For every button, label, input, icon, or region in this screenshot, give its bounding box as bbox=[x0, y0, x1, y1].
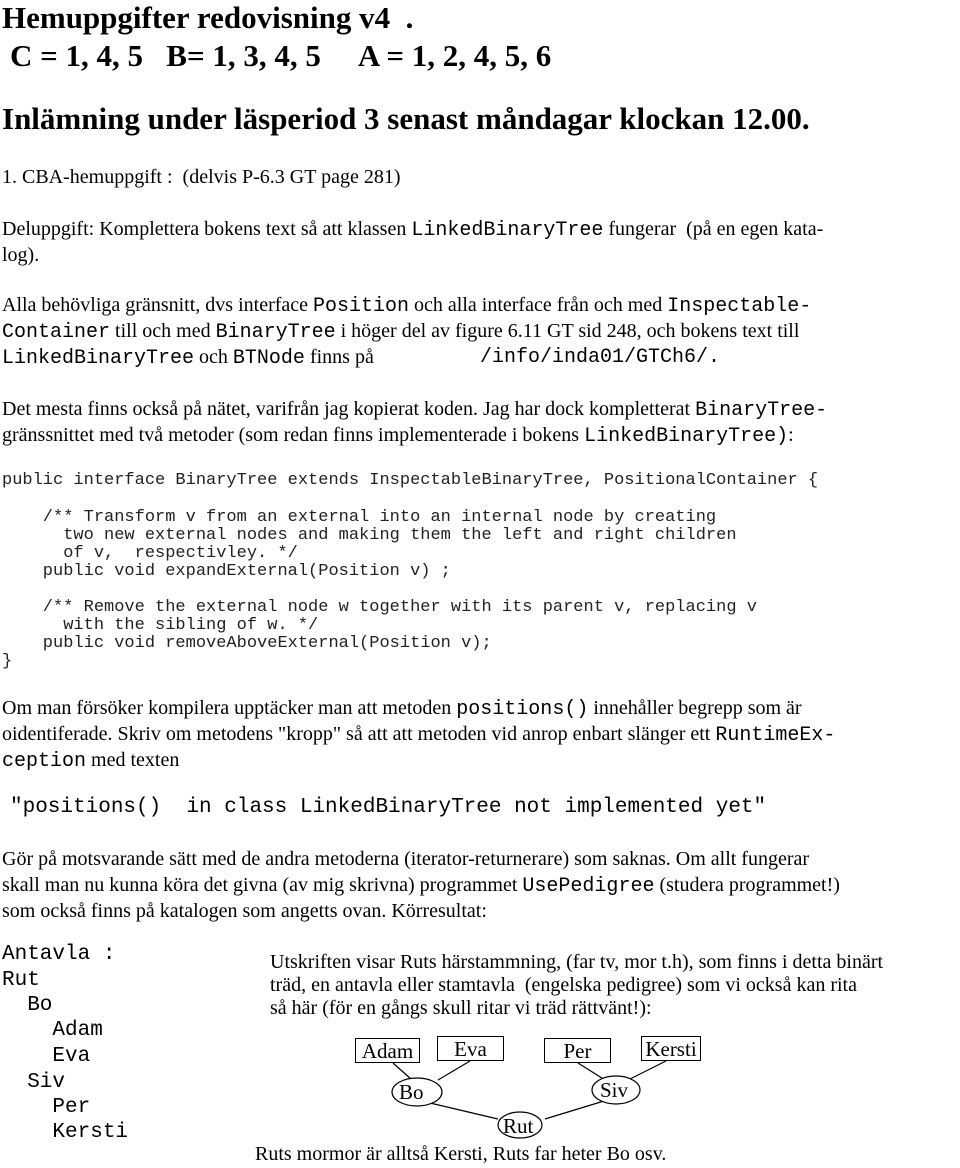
exception-message: "positions() in class LinkedBinaryTree not implemented yet" bbox=[10, 796, 767, 819]
node-eva: Eva bbox=[437, 1036, 504, 1061]
pedigree-output-line: Per bbox=[2, 1096, 91, 1119]
code-line: } bbox=[2, 652, 13, 671]
paragraph-web-line1: Det mesta finns också på nätet, varifrån jag kopierat koden. Jag har dock kompletterat BinaryTree- bbox=[2, 398, 828, 422]
pedigree-output-line: Bo bbox=[2, 994, 53, 1017]
explanation-line: träd, en antavla eller stamtavla (engelska pedigree) som vi också kan rita bbox=[270, 974, 857, 996]
code-line: public interface BinaryTree extends InspectableBinaryTree, PositionalContainer { bbox=[2, 471, 819, 490]
pedigree-output-line: Antavla : bbox=[2, 943, 116, 966]
paragraph-subtask: Deluppgift: Komplettera bokens text så att klassen LinkedBinaryTree fungerar (på en egen kata- bbox=[2, 218, 824, 242]
paragraph-subtask-cont: log). bbox=[2, 244, 40, 266]
node-siv: Siv bbox=[600, 1078, 629, 1102]
paragraph-interfaces-line3: LinkedBinaryTree och BTNode finns på bbox=[2, 346, 374, 370]
deadline-heading: Inlämning under läsperiod 3 senast måndagar klockan 12.00. bbox=[2, 101, 810, 136]
node-rut: Rut bbox=[503, 1114, 534, 1138]
tree-edge bbox=[545, 1101, 604, 1119]
pedigree-output-line: Kersti bbox=[2, 1121, 129, 1144]
paragraph-interfaces-line2: Container till och med BinaryTree i höger del av figure 6.11 GT sid 248, och bokens text till bbox=[2, 320, 800, 344]
tree-edge bbox=[430, 1103, 498, 1119]
code-line: /** Remove the external node w together with its parent v, replacing v bbox=[2, 598, 757, 617]
paragraph-run-line2: skall man nu kunna köra det givna (av mig skrivna) programmet UsePedigree (studera programmet!) bbox=[2, 874, 840, 898]
code-line: public void expandExternal(Position v) ; bbox=[2, 562, 451, 581]
pedigree-output-line: Siv bbox=[2, 1071, 66, 1094]
paragraph-interfaces-line1: Alla behövliga gränsnitt, dvs interface Position och alla interface från och med Inspectable- bbox=[2, 294, 812, 318]
paragraph-compile-line1: Om man försöker kompilera upptäcker man att metoden positions() innehåller begrepp som är bbox=[2, 697, 802, 721]
node-bo: Bo bbox=[399, 1080, 424, 1104]
tree-edge bbox=[630, 1061, 666, 1079]
paragraph-run-line3: som också finns på katalogen som angetts ovan. Körresultat: bbox=[2, 900, 487, 922]
explanation-line: så här (för en gångs skull ritar vi träd rättvänt!): bbox=[270, 997, 652, 1019]
paragraph-compile-line3: ception med texten bbox=[2, 749, 180, 773]
paragraph-run-line1: Gör på motsvarande sätt med de andra metoderna (iterator-returnerare) som saknas. Om allt fungerar bbox=[2, 848, 810, 870]
paragraph-web-line2: gränssnittet med två metoder (som redan finns implementerade i bokens LinkedBinaryTree): bbox=[2, 424, 794, 448]
code-line: /** Transform v from an external into an internal node by creating bbox=[2, 508, 717, 527]
code-line: of v, respectivley. */ bbox=[2, 544, 298, 563]
code-line: two new external nodes and making them the left and right children bbox=[2, 526, 737, 545]
code-line: with the sibling of w. */ bbox=[2, 616, 319, 635]
tree-caption: Ruts mormor är alltså Kersti, Ruts far heter Bo osv. bbox=[255, 1143, 667, 1165]
pedigree-output-line: Eva bbox=[2, 1045, 91, 1068]
explanation-line: Utskriften visar Ruts härstammning, (far tv, mor t.h), som finns i detta binärt bbox=[270, 951, 884, 973]
node-adam: Adam bbox=[355, 1038, 420, 1063]
tree-edge bbox=[393, 1063, 411, 1079]
pedigree-output-line: Rut bbox=[2, 969, 40, 992]
tree-edge bbox=[438, 1061, 470, 1080]
directory-path: /info/inda01/GTCh6/. bbox=[480, 346, 721, 369]
node-kersti: Kersti bbox=[641, 1036, 701, 1061]
pedigree-output-line: Adam bbox=[2, 1019, 103, 1042]
code-line: public void removeAboveExternal(Position v); bbox=[2, 634, 492, 653]
node-per: Per bbox=[544, 1038, 611, 1063]
doc-title: Hemuppgifter redovisning v4 . bbox=[2, 0, 414, 35]
task-heading: 1. CBA-hemuppgift : (delvis P-6.3 GT page 281) bbox=[2, 166, 401, 188]
group-assignment: C = 1, 4, 5 B= 1, 3, 4, 5 A = 1, 2, 4, 5, 6 bbox=[10, 38, 552, 73]
paragraph-compile-line2: oidentiferade. Skriv om metodens "kropp" så att att metoden vid anrop enbart slänger ett RuntimeEx- bbox=[2, 723, 836, 747]
